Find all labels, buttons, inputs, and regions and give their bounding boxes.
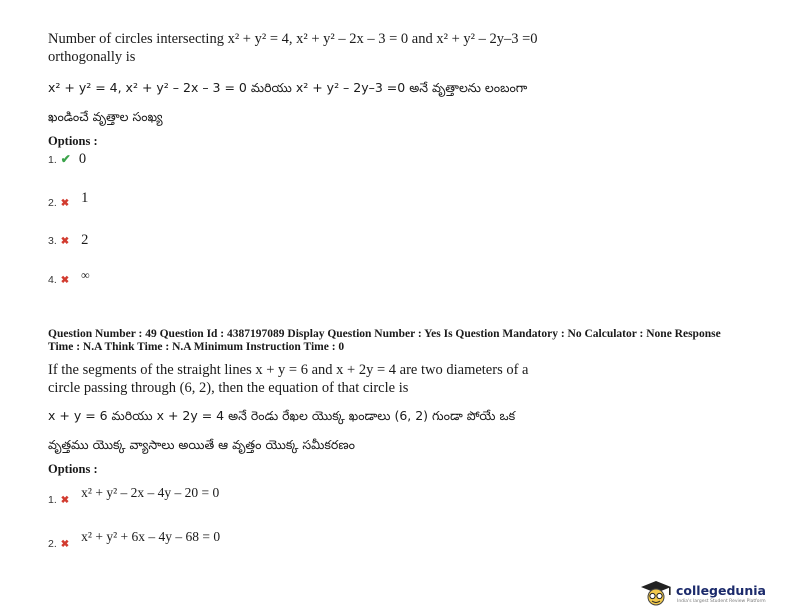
q2-options-label: Options : (48, 462, 98, 476)
q1-option-2[interactable] (48, 190, 89, 211)
option-value: 1 (81, 190, 89, 206)
q1-telugu-line1: x² + y² = 4, x² + y² – 2x – 3 = 0 మరియు x² + y² – 2y–3 =0 అనే వృత్తాలను లంబంగా (48, 80, 528, 95)
q2-telugu-line2: వృత్తము యొక్క వ్యాసాలు అయితే ఆ వృత్తం యొక్క సమీకరణం (48, 437, 356, 452)
graduate-mascot-icon (638, 580, 674, 608)
cross-icon: ✖ (60, 495, 70, 506)
logo-tagline: India's largest Student Review Platform (677, 599, 766, 604)
q2-meta-line2: Time : N.A Think Time : N.A Minimum Instruction Time : 0 (48, 341, 345, 353)
q2-text-line2: circle passing through (6, 2), then the equation of that circle is (48, 380, 409, 396)
q1-option-1[interactable] (48, 150, 86, 168)
option-value: 2 (81, 232, 89, 248)
cross-icon: ✖ (60, 275, 70, 286)
option-value: 0 (78, 151, 87, 167)
option-number: 1. (48, 154, 57, 166)
option-number: 4. (48, 274, 57, 286)
option-number: 3. (48, 235, 57, 247)
cross-icon: ✖ (60, 539, 70, 550)
q1-text-line1: Number of circles intersecting x² + y² = 4, x² + y² – 2x – 3 = 0 and x² + y² – 2y–3 =0 (48, 31, 538, 47)
option-value: ∞ (81, 268, 90, 282)
logo-wordmark: collegedunia (676, 583, 766, 598)
q1-options-label: Options : (48, 134, 98, 148)
option-number: 2. (48, 538, 57, 550)
cross-icon: ✖ (60, 198, 70, 209)
option-value: x² + y² – 2x – 4y – 20 = 0 (81, 485, 220, 500)
collegedunia-logo (638, 580, 788, 608)
q2-meta-line1: Question Number : 49 Question Id : 4387197089 Display Question Number : Yes Is Question Mandatory : No Calculator : None Response (48, 328, 721, 340)
check-icon: ✔ (60, 152, 71, 166)
q2-text-line1: If the segments of the straight lines x + y = 6 and x + 2y = 4 are two diameters of a (48, 362, 529, 378)
q1-option-4[interactable] (48, 270, 90, 288)
option-number: 1. (48, 494, 57, 506)
q1-option-3[interactable] (48, 231, 88, 249)
option-number: 2. (48, 197, 57, 209)
cross-icon: ✖ (60, 236, 70, 247)
q2-telugu-line1: x + y = 6 మరియు x + 2y = 4 అనే రెండు రేఖల యొక్క ఖండాలు (6, 2) గుండా పోయే ఒక (48, 408, 516, 423)
q1-text-line2: orthogonally is (48, 49, 136, 65)
q2-option-1[interactable] (48, 484, 220, 506)
q2-option-2[interactable] (48, 528, 221, 550)
option-value: x² + y² + 6x – 4y – 68 = 0 (81, 529, 221, 544)
q1-telugu-line2: ఖండించే వృత్తాల సంఖ్య (48, 109, 163, 124)
